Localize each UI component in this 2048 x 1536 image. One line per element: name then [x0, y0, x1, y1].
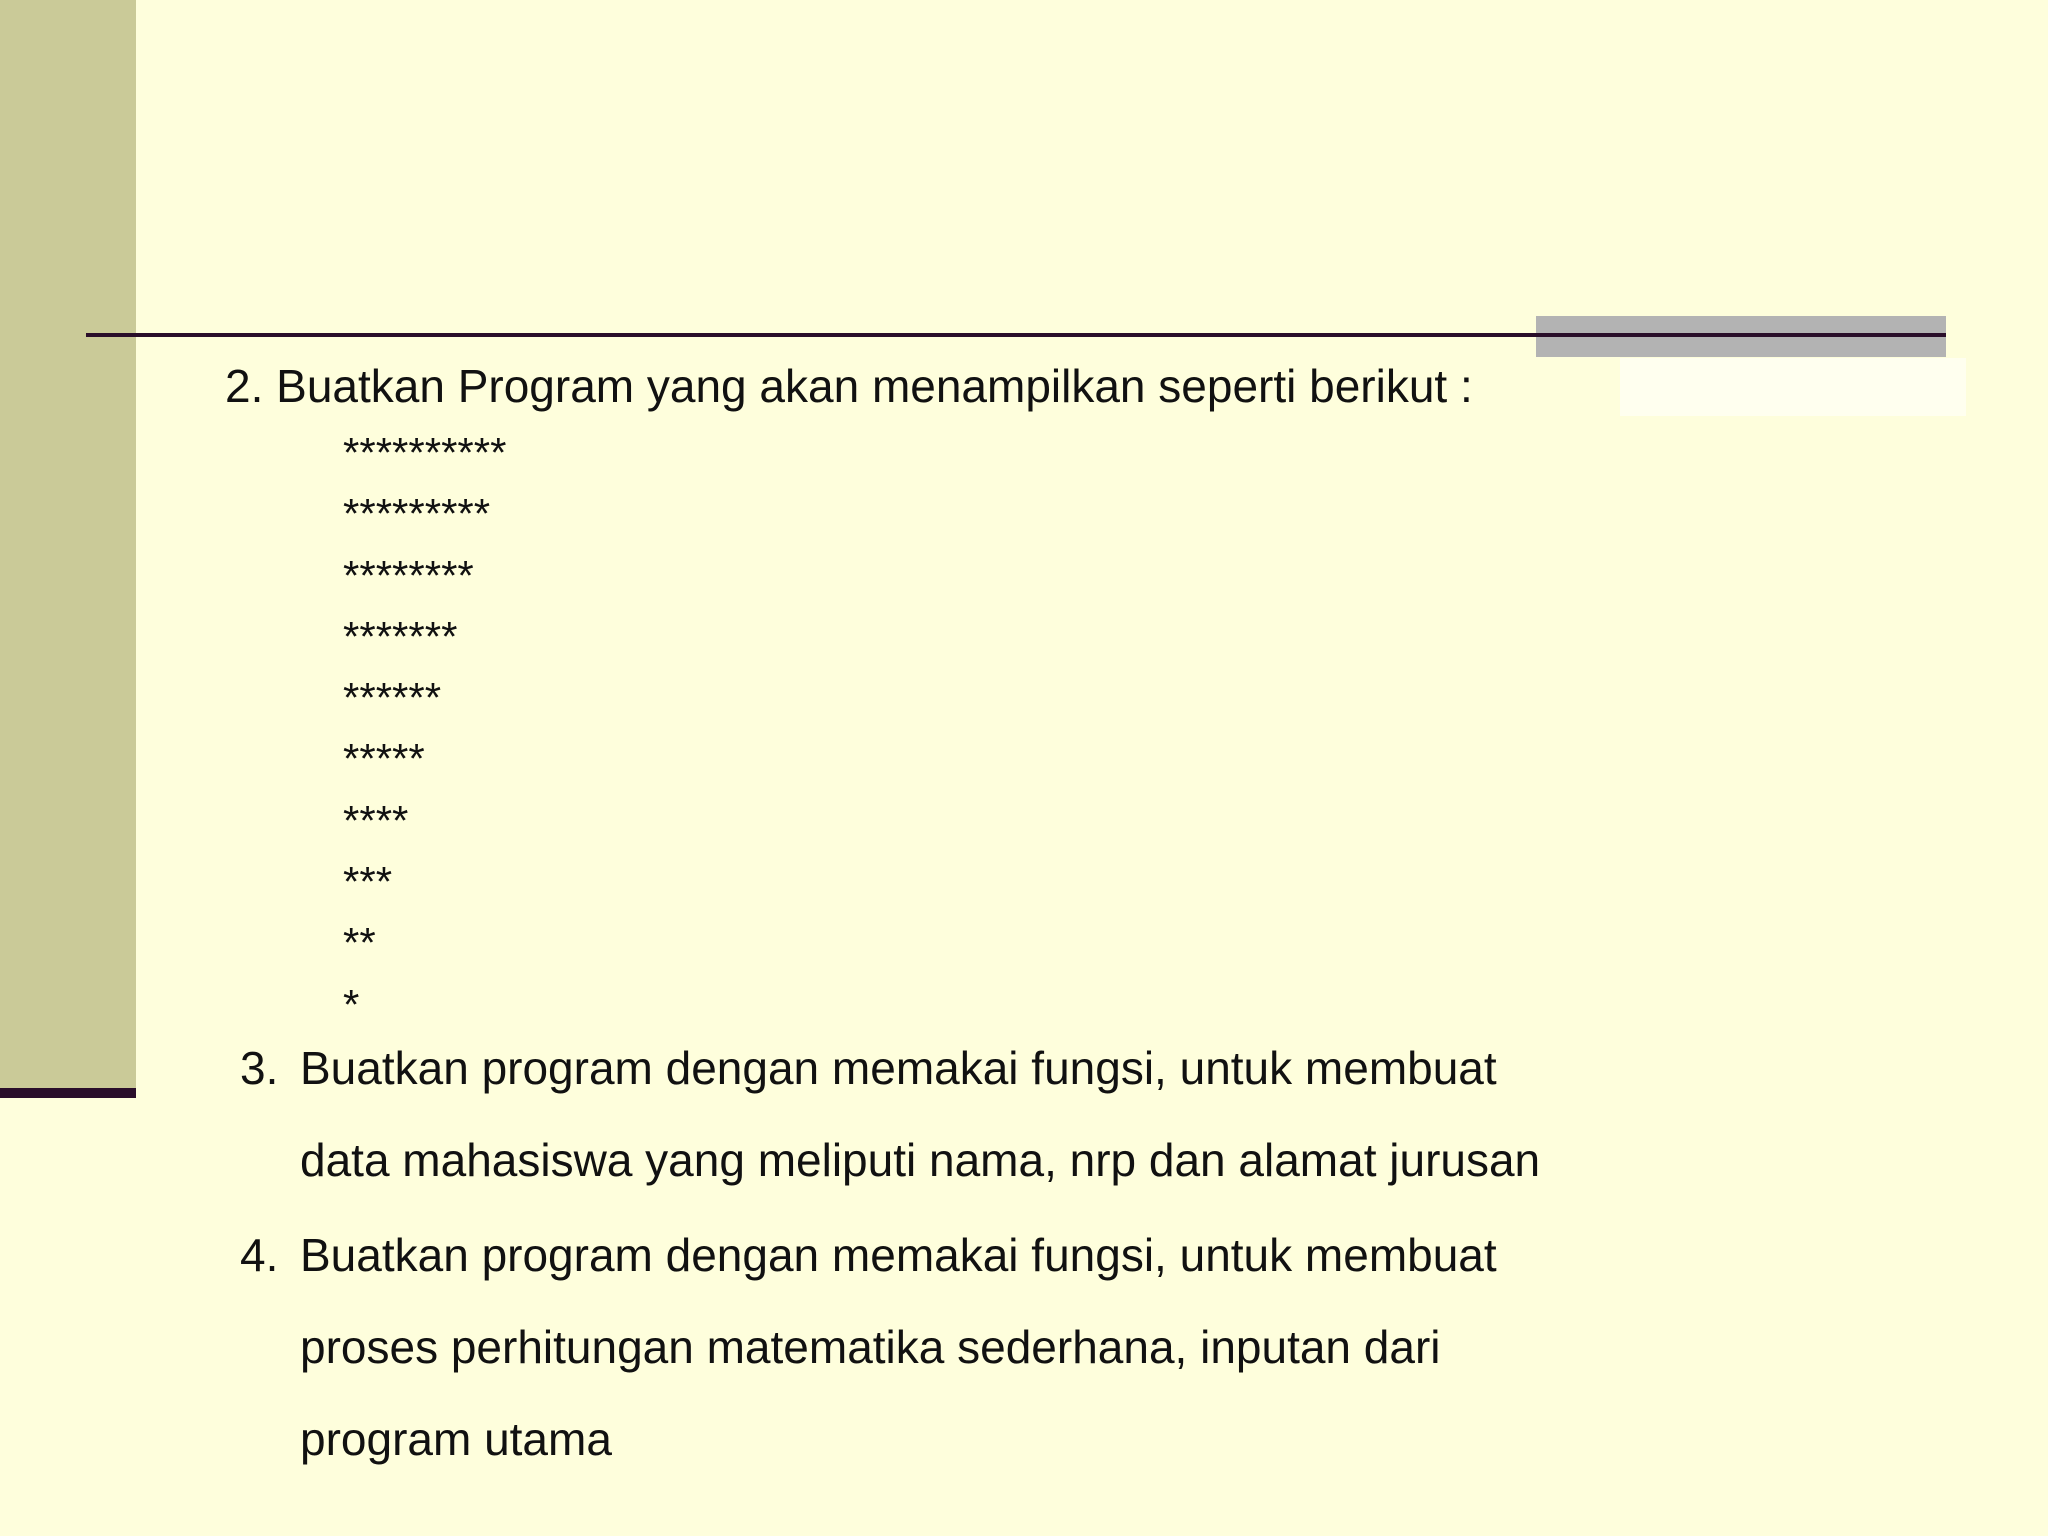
left-bar-accent-line: [0, 1088, 136, 1098]
header-divider-line: [86, 333, 1946, 337]
question-4-line: Buatkan program dengan memakai fungsi, untuk membuat: [300, 1229, 1497, 1281]
star-pattern: [343, 422, 506, 1035]
question-4: [240, 1209, 1497, 1485]
star-row: *****: [343, 735, 425, 783]
question-4-line: proses perhitungan matematika sederhana, inputan dari: [300, 1321, 1441, 1373]
left-decorative-bar: [0, 0, 136, 1098]
question-3-number: 3.: [240, 1042, 279, 1094]
star-row: ******: [343, 674, 442, 722]
star-row: ********: [343, 551, 474, 599]
star-row: **: [343, 919, 376, 967]
star-row: ****: [343, 796, 409, 844]
question-3-line: data mahasiswa yang meliputi nama, nrp dan alamat jurusan: [300, 1134, 1541, 1186]
question-3: [240, 1022, 1540, 1206]
star-row: **********: [343, 429, 507, 476]
question-4-line: program utama: [300, 1413, 612, 1465]
star-row: *******: [343, 612, 458, 660]
star-row: *********: [343, 490, 491, 538]
star-row: ***: [343, 858, 393, 906]
question-3-line: Buatkan program dengan memakai fungsi, untuk membuat: [300, 1042, 1497, 1094]
question-2-text: 2. Buatkan Program yang akan menampilkan seperti berikut :: [225, 360, 1473, 412]
question-4-number: 4.: [240, 1229, 279, 1281]
header-highlight-strip: [1620, 358, 1966, 416]
star-row: *: [343, 980, 360, 1028]
